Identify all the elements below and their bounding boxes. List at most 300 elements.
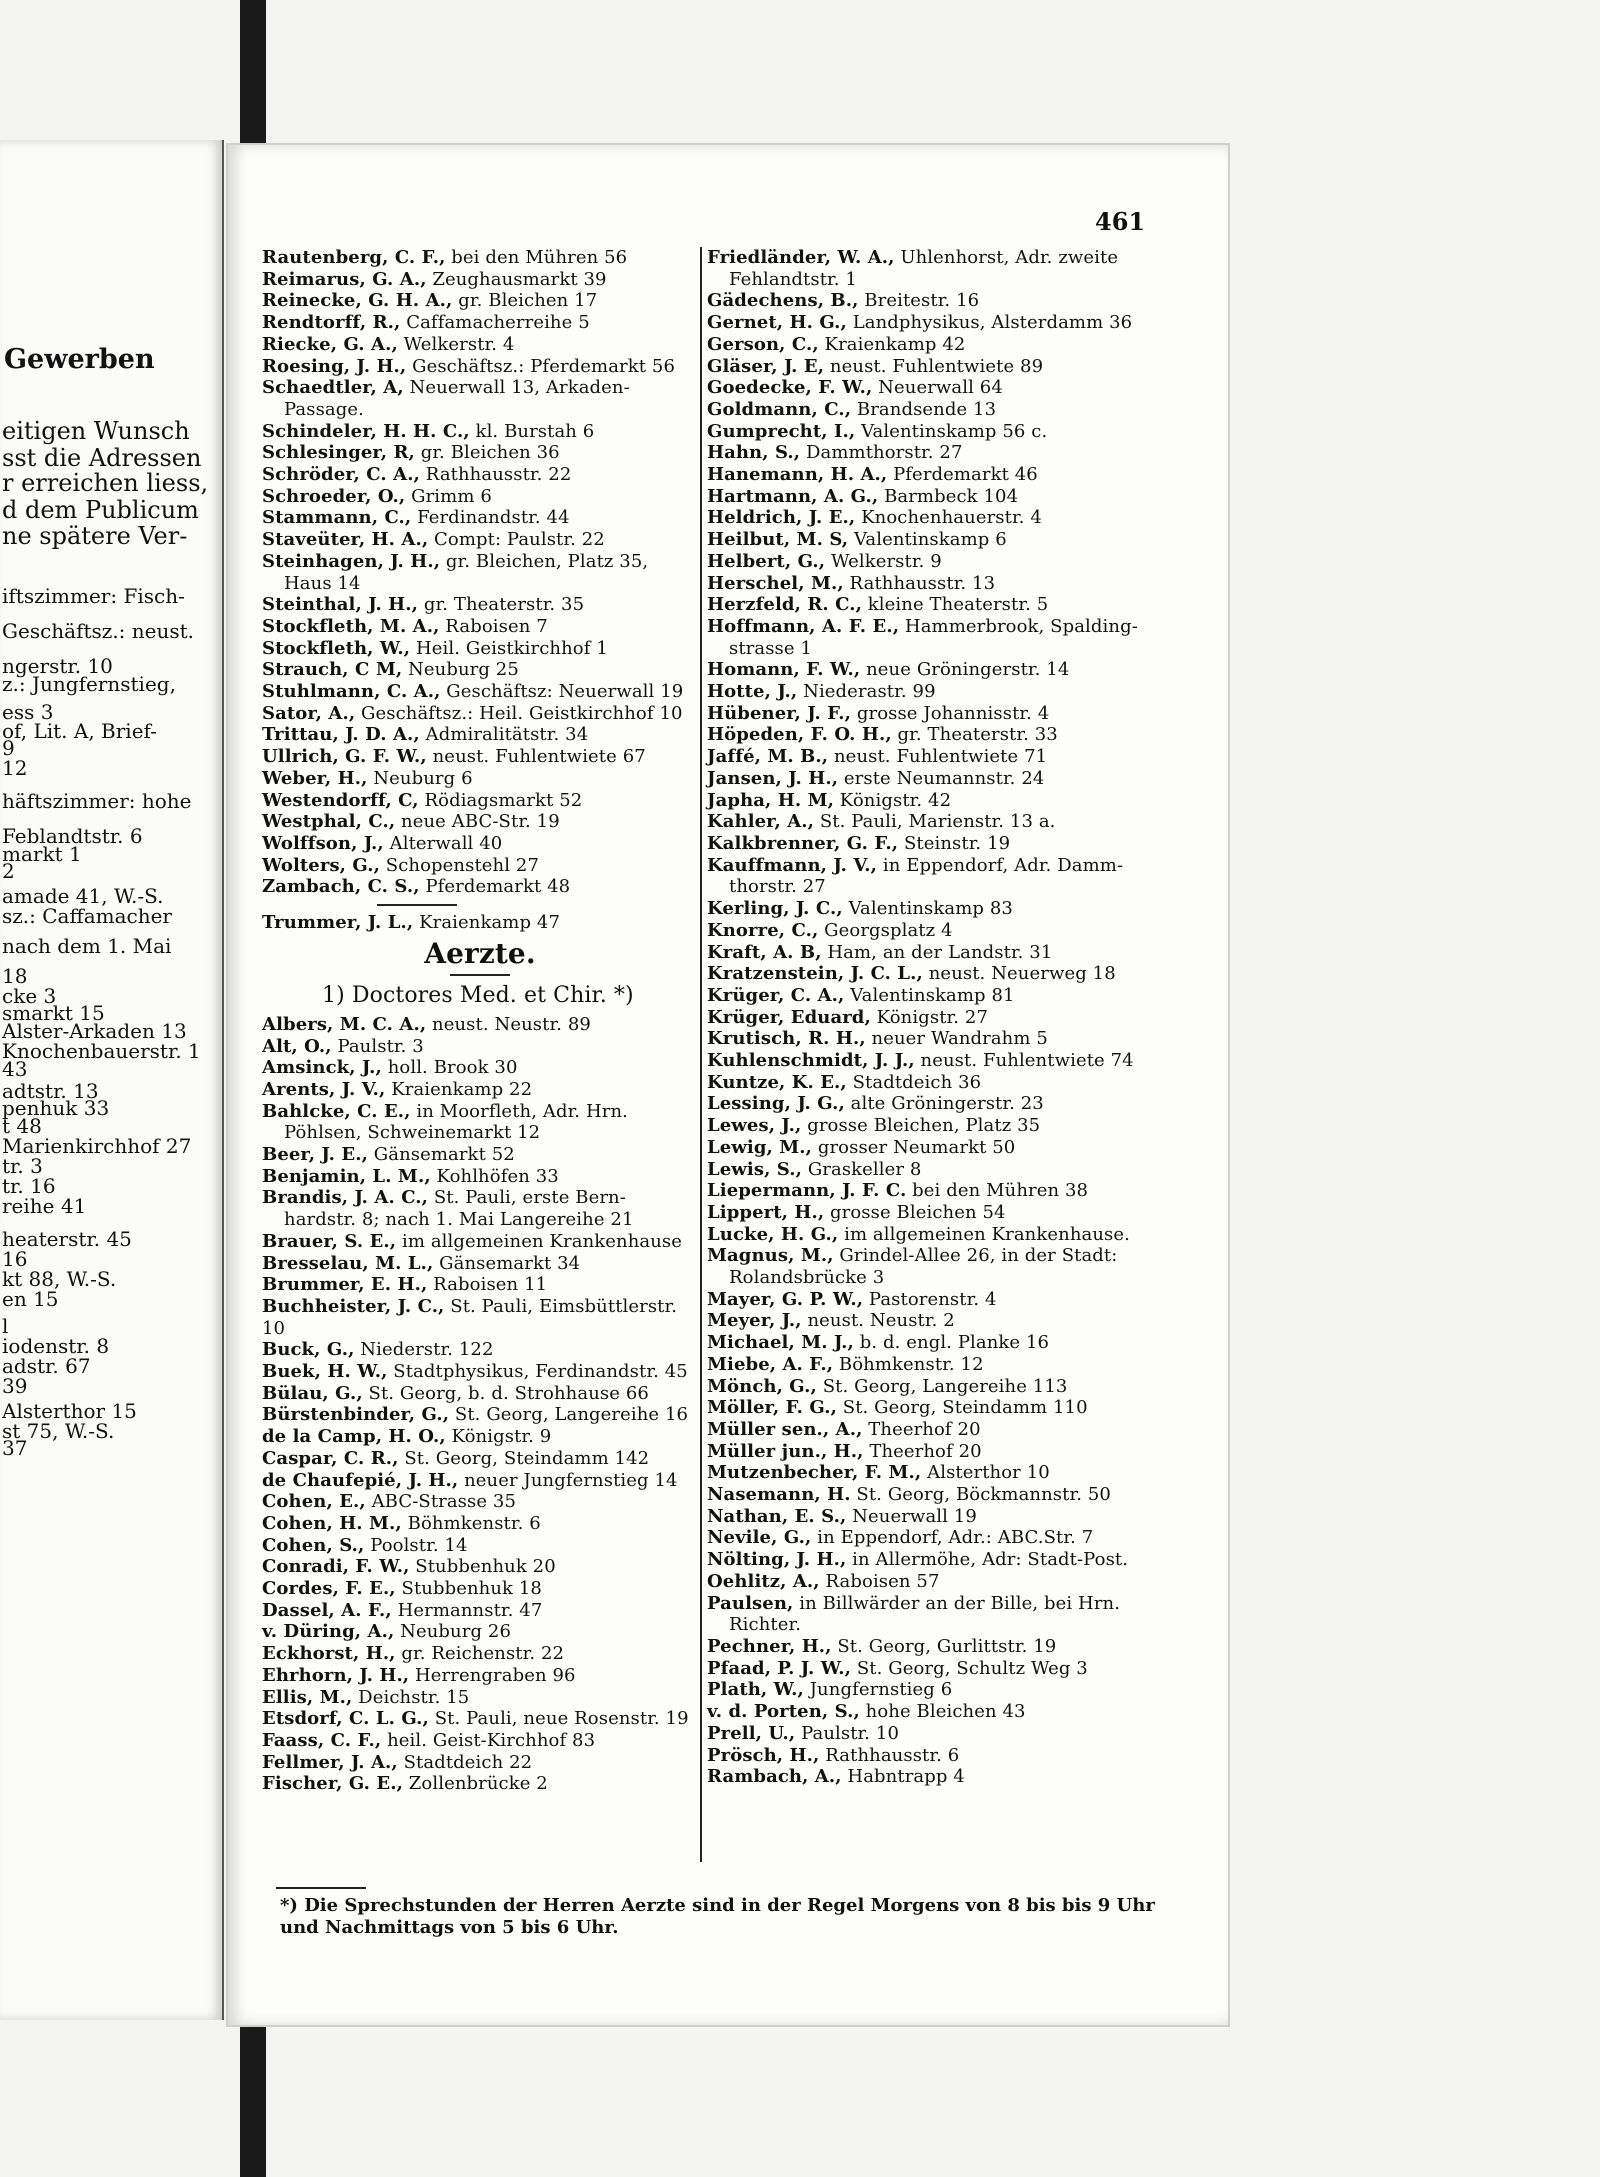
directory-entry bbox=[262, 1535, 698, 1557]
entry-address: Knochenhauerstr. 4 bbox=[855, 507, 1042, 529]
entry-name: Trittau, J. D. A., bbox=[262, 724, 420, 746]
directory-entry bbox=[707, 573, 1155, 595]
entry-name: Paulsen, bbox=[707, 1592, 794, 1614]
page-fragment-text: 2 bbox=[2, 859, 15, 883]
directory-entry bbox=[707, 833, 1155, 855]
directory-entry bbox=[707, 942, 1155, 964]
entry-name: Möller, F. G., bbox=[707, 1397, 837, 1419]
directory-entry bbox=[262, 269, 698, 291]
entry-address: Geschäftsz.: Heil. Geistkirchhof 10 bbox=[355, 702, 683, 724]
page-fragment-text: iftszimmer: Fisch- bbox=[2, 584, 185, 608]
directory-entry bbox=[262, 1643, 698, 1665]
entry-name: Plath, W., bbox=[707, 1679, 804, 1701]
entry-address: St. Georg, Böckmannstr. 50 bbox=[850, 1484, 1111, 1506]
directory-entry bbox=[262, 247, 698, 269]
entry-address: kleine Theaterstr. 5 bbox=[861, 594, 1049, 616]
entry-address: St. Georg, Steindamm 142 bbox=[398, 1447, 650, 1469]
entry-address: St. Georg, Langereihe 16 bbox=[449, 1404, 689, 1426]
directory-entry bbox=[262, 1166, 698, 1188]
directory-entry bbox=[707, 1593, 1155, 1615]
entry-name: Rambach, A., bbox=[707, 1766, 842, 1788]
directory-entry bbox=[707, 616, 1155, 638]
entry-address: Neuburg 25 bbox=[402, 659, 519, 681]
entry-continuation: Haus 14 bbox=[284, 572, 361, 594]
entry-address: Grimm 6 bbox=[405, 485, 492, 507]
entry-address: Breitestr. 16 bbox=[858, 290, 980, 312]
entry-address: Georgsplatz 4 bbox=[818, 919, 953, 941]
entry-address: Hermannstr. 47 bbox=[391, 1599, 543, 1621]
entry-address: Zollenbrücke 2 bbox=[402, 1773, 548, 1795]
directory-entry bbox=[707, 811, 1155, 833]
right-column bbox=[707, 247, 1155, 1788]
directory-entry bbox=[262, 1491, 698, 1513]
entry-address: St. Pauli, neue Rosenstr. 19 bbox=[428, 1708, 689, 1730]
entry-name: Heilbut, M. S, bbox=[707, 529, 849, 551]
entry-name: Albers, M. C. A., bbox=[262, 1013, 427, 1035]
directory-entry bbox=[262, 1556, 698, 1578]
entry-address: neust. Fuhlentwiete 89 bbox=[824, 355, 1044, 377]
entry-address: b. d. engl. Planke 16 bbox=[853, 1332, 1050, 1354]
previous-page-fragment bbox=[0, 140, 224, 2020]
entry-name: Höpeden, F. O. H., bbox=[707, 724, 892, 746]
entry-address: Zeughausmarkt 39 bbox=[426, 268, 607, 290]
entry-address: im allgemeinen Krankenhause. bbox=[838, 1223, 1130, 1245]
entry-name: Schaedtler, A, bbox=[262, 377, 404, 399]
entry-name: Mayer, G. P. W., bbox=[707, 1288, 864, 1310]
entry-address: gr. Bleichen 36 bbox=[414, 442, 560, 464]
entry-address: neuer Jungfernstieg 14 bbox=[458, 1469, 678, 1491]
entry-address: Kraienkamp 47 bbox=[413, 912, 561, 934]
entry-name: Stammann, C., bbox=[262, 507, 412, 529]
entry-address: Theerhof 20 bbox=[863, 1440, 982, 1462]
page-fragment-text: ne spätere Ver- bbox=[2, 522, 188, 550]
entry-name: Hanemann, H. A., bbox=[707, 464, 888, 486]
page-fragment-text: l bbox=[2, 1314, 9, 1338]
directory-entry bbox=[707, 1441, 1155, 1463]
directory-entry bbox=[262, 377, 698, 399]
page-fragment-text: 39 bbox=[2, 1374, 28, 1398]
entry-address: neust. Neuerweg 18 bbox=[922, 963, 1116, 985]
entry-address: kl. Burstah 6 bbox=[469, 420, 595, 442]
entry-address: Königstr. 9 bbox=[445, 1426, 552, 1448]
directory-entry bbox=[262, 1339, 698, 1361]
page-fragment-text: Marienkirchhof 27 bbox=[2, 1134, 192, 1158]
entry-name: Stuhlmann, C. A., bbox=[262, 681, 441, 703]
entry-name: Rautenberg, C. F., bbox=[262, 247, 446, 268]
entry-name: de la Camp, H. O., bbox=[262, 1426, 446, 1448]
entry-address: gr. Bleichen, Platz 35, bbox=[440, 550, 649, 572]
directory-entry bbox=[707, 421, 1155, 443]
entry-name: Ullrich, G. F. W., bbox=[262, 746, 427, 768]
single-entry bbox=[262, 912, 698, 934]
entry-name: Bülau, G., bbox=[262, 1382, 363, 1404]
entry-name: Faass, C. F., bbox=[262, 1730, 382, 1751]
page-fragment-text: nach dem 1. Mai bbox=[2, 934, 172, 958]
entry-address: Theerhof 20 bbox=[862, 1418, 981, 1440]
entry-name: Benjamin, L. M., bbox=[262, 1165, 431, 1187]
entry-name: Kuntze, K. E., bbox=[707, 1071, 847, 1093]
directory-entry bbox=[262, 486, 698, 508]
entry-name: Pechner, H., bbox=[707, 1636, 832, 1657]
entry-address: Niederstr. 122 bbox=[354, 1339, 494, 1361]
entry-address: grosse Bleichen, Platz 35 bbox=[801, 1115, 1041, 1137]
entry-name: Nölting, J. H., bbox=[707, 1549, 847, 1571]
directory-entry bbox=[262, 811, 698, 833]
entry-name: Kuhlenschmidt, J. J., bbox=[707, 1050, 915, 1072]
entry-address: Königstr. 42 bbox=[833, 789, 952, 811]
directory-entry bbox=[262, 724, 698, 746]
entry-address: neust. Fuhlentwiete 74 bbox=[914, 1050, 1134, 1072]
entry-name: Beer, J. E., bbox=[262, 1144, 368, 1166]
entry-address: Rathhausstr. 22 bbox=[419, 464, 572, 486]
entry-list-right bbox=[707, 247, 1155, 1788]
directory-entry bbox=[262, 1730, 698, 1752]
entry-address: Poolstr. 14 bbox=[364, 1534, 468, 1556]
directory-entry bbox=[707, 1354, 1155, 1376]
directory-entry bbox=[707, 1397, 1155, 1419]
page-fragment-text: t 48 bbox=[2, 1114, 42, 1138]
entry-address: Geschäftsz: Neuerwall 19 bbox=[440, 681, 684, 703]
directory-entry bbox=[262, 768, 698, 790]
entry-address: ABC-Strasse 35 bbox=[365, 1491, 517, 1513]
directory-entry bbox=[262, 1253, 698, 1275]
directory-entry bbox=[262, 1079, 698, 1101]
directory-entry bbox=[262, 746, 698, 768]
section-heading: Aerzte. bbox=[424, 936, 536, 970]
entry-address: neust. Neustr. 2 bbox=[801, 1310, 955, 1332]
entry-address: Grindel-Allee 26, in der Stadt: bbox=[833, 1245, 1118, 1267]
entry-address: Valentinskamp 81 bbox=[844, 984, 1015, 1006]
entry-name: Caspar, C. R., bbox=[262, 1447, 399, 1469]
entry-name: Westphal, C., bbox=[262, 811, 396, 833]
entry-name: Herzfeld, R. C., bbox=[707, 594, 862, 616]
entry-address: Landphysikus, Alsterdamm 36 bbox=[846, 312, 1133, 334]
directory-entry bbox=[262, 1187, 698, 1209]
page-fragment-text: adstr. 67 bbox=[2, 1354, 91, 1378]
entry-name: Bahlcke, C. E., bbox=[262, 1100, 411, 1122]
directory-entry bbox=[262, 1621, 698, 1643]
entry-address: erste Neumannstr. 24 bbox=[838, 767, 1045, 789]
entry-name: Weber, H., bbox=[262, 767, 368, 789]
entry-name: Etsdorf, C. L. G., bbox=[262, 1708, 429, 1730]
entry-name: Mönch, G., bbox=[707, 1375, 817, 1397]
directory-entry bbox=[262, 1296, 698, 1339]
entry-continuation: Pöhlsen, Schweinemarkt 12 bbox=[284, 1122, 541, 1144]
entry-name: Alt, O., bbox=[262, 1035, 332, 1057]
page-fragment-text: ess 3 bbox=[2, 700, 54, 724]
page-fragment-text: sz.: Caffamacher bbox=[2, 904, 172, 928]
directory-entry bbox=[262, 356, 698, 378]
entry-address: Hammerbrook, Spalding- bbox=[899, 615, 1138, 637]
entry-name: Schroeder, O., bbox=[262, 485, 406, 507]
entry-name: Nevile, G., bbox=[707, 1527, 812, 1549]
directory-entry bbox=[707, 1093, 1155, 1115]
entry-address: Deichstr. 15 bbox=[352, 1686, 470, 1708]
entry-address: Barmbeck 104 bbox=[878, 485, 1019, 507]
entry-name: Steinhagen, J. H., bbox=[262, 550, 441, 572]
entry-name: Roesing, J. H., bbox=[262, 355, 407, 377]
page-fragment-text: of, Lit. A, Brief- bbox=[2, 719, 157, 743]
page-fragment-text: markt 1 bbox=[2, 842, 82, 866]
entry-address: grosse Bleichen 54 bbox=[824, 1201, 1006, 1223]
entry-name: Stockfleth, W., bbox=[262, 637, 411, 659]
column-divider bbox=[700, 247, 702, 1862]
directory-entry bbox=[707, 1180, 1155, 1202]
page-fragment-text: r erreichen liess, bbox=[2, 469, 209, 497]
directory-entry bbox=[262, 464, 698, 486]
page-fragment-text: reihe 41 bbox=[2, 1194, 87, 1218]
entry-address: hohe Bleichen 43 bbox=[859, 1701, 1026, 1723]
directory-entry bbox=[707, 1115, 1155, 1137]
directory-entry bbox=[707, 681, 1155, 703]
entry-address: Raboisen 57 bbox=[819, 1570, 940, 1592]
page-fragment-text: amade 41, W.-S. bbox=[2, 884, 164, 908]
directory-entry bbox=[262, 1036, 698, 1058]
page-fragment-text: st 75, W.-S. bbox=[2, 1419, 115, 1443]
entry-name: Staveüter, H. A., bbox=[262, 529, 429, 551]
entry-name: Mutzenbecher, F. M., bbox=[707, 1462, 922, 1484]
entry-address: Rathhausstr. 6 bbox=[819, 1744, 960, 1766]
directory-entry bbox=[262, 1101, 698, 1123]
page-fragment-text: kt 88, W.-S. bbox=[2, 1267, 117, 1291]
entry-address: St. Pauli, Marienstr. 13 a. bbox=[814, 811, 1056, 833]
entry-name: Fischer, G. E., bbox=[262, 1773, 403, 1795]
entry-name: Buck, G., bbox=[262, 1339, 355, 1361]
entry-name: Nathan, E. S., bbox=[707, 1505, 847, 1527]
directory-entry bbox=[262, 1383, 698, 1405]
entry-address: Welkerstr. 4 bbox=[397, 333, 515, 355]
entry-address: Kraienkamp 42 bbox=[818, 333, 966, 355]
directory-entry bbox=[707, 377, 1155, 399]
entry-address: Valentinskamp 6 bbox=[848, 529, 1007, 551]
page-fragment-text: penhuk 33 bbox=[2, 1096, 110, 1120]
entry-name: Cordes, F. E., bbox=[262, 1578, 396, 1600]
entry-address: St. Georg, b. d. Strohhause 66 bbox=[362, 1382, 649, 1404]
entry-address: Pastorenstr. 4 bbox=[863, 1288, 997, 1310]
directory-entry bbox=[707, 659, 1155, 681]
entry-address: Compt: Paulstr. 22 bbox=[428, 529, 605, 551]
directory-entry bbox=[707, 1701, 1155, 1723]
directory-entry bbox=[262, 1752, 698, 1774]
entry-name: Goldmann, C., bbox=[707, 398, 852, 420]
directory-entry bbox=[262, 551, 698, 573]
entry-address: bei den Mühren 56 bbox=[445, 247, 628, 268]
entry-name: Stockfleth, M. A., bbox=[262, 615, 440, 637]
page-fragment-text: sst die Adressen bbox=[2, 444, 202, 472]
entry-name: Conradi, F. W., bbox=[262, 1556, 410, 1578]
entry-name: Reinecke, G. H. A., bbox=[262, 290, 453, 312]
directory-entry bbox=[707, 703, 1155, 725]
entry-name: Steinthal, J. H., bbox=[262, 594, 419, 616]
directory-entry bbox=[707, 1159, 1155, 1181]
directory-entry bbox=[707, 247, 1155, 269]
entry-address: St. Georg, Langereihe 113 bbox=[816, 1375, 1068, 1397]
entry-name: Müller sen., A., bbox=[707, 1418, 863, 1440]
directory-entry bbox=[707, 312, 1155, 334]
entry-address: gr. Reichenstr. 22 bbox=[395, 1643, 565, 1665]
directory-entry bbox=[262, 1144, 698, 1166]
entry-address: Rathhausstr. 13 bbox=[843, 572, 996, 594]
entry-name: Lippert, H., bbox=[707, 1201, 825, 1223]
entry-address: in Eppendorf, Adr. Damm- bbox=[877, 854, 1124, 876]
page-fragment-text: Alster-Arkaden 13 bbox=[2, 1019, 187, 1043]
directory-entry bbox=[262, 681, 698, 703]
directory-entry bbox=[262, 703, 698, 725]
directory-entry bbox=[707, 1072, 1155, 1094]
entry-address: Alsterthor 10 bbox=[921, 1462, 1050, 1484]
page-fragment-text: ngerstr. 10 bbox=[2, 654, 113, 678]
directory-entry bbox=[707, 1028, 1155, 1050]
page-fragment-text: eitigen Wunsch bbox=[2, 417, 190, 445]
heading-underline bbox=[450, 974, 510, 976]
directory-entry bbox=[262, 442, 698, 464]
entry-name: Lessing, J. G., bbox=[707, 1093, 845, 1115]
entry-address: Neuburg 26 bbox=[394, 1621, 511, 1643]
directory-entry bbox=[262, 290, 698, 312]
entry-address: im allgemeinen Krankenhause bbox=[396, 1230, 683, 1252]
entry-name: Knorre, C., bbox=[707, 919, 819, 941]
entry-name: Buek, H. W., bbox=[262, 1361, 388, 1383]
entry-address: Kohlhöfen 33 bbox=[430, 1165, 559, 1187]
entry-name: Arents, J. V., bbox=[262, 1078, 386, 1100]
directory-entry bbox=[262, 594, 698, 616]
entry-address: neuer Wandrahm 5 bbox=[865, 1028, 1048, 1050]
entry-name: Kraft, A. B, bbox=[707, 941, 822, 963]
entry-name: Magnus, M., bbox=[707, 1245, 834, 1267]
directory-entry bbox=[707, 486, 1155, 508]
entry-name: Herschel, M., bbox=[707, 572, 844, 594]
entry-address: holl. Brook 30 bbox=[381, 1057, 518, 1079]
entry-name: Michael, M. J., bbox=[707, 1332, 854, 1354]
entry-address: in Eppendorf, Adr.: ABC.Str. 7 bbox=[811, 1527, 1094, 1549]
page-fragment-text: smarkt 15 bbox=[2, 1001, 105, 1025]
directory-entry bbox=[707, 1766, 1155, 1788]
directory-entry bbox=[262, 1578, 698, 1600]
directory-entry bbox=[707, 1289, 1155, 1311]
entry-continuation: Fehlandtstr. 1 bbox=[729, 268, 857, 290]
page-fragment-text: 43 bbox=[2, 1057, 28, 1081]
entry-name: Friedländer, W. A., bbox=[707, 247, 895, 268]
entry-name: Reimarus, G. A., bbox=[262, 268, 427, 290]
entry-continuation: hardstr. 8; nach 1. Mai Langereihe 21 bbox=[284, 1209, 634, 1231]
entry-address: Niederastr. 99 bbox=[797, 681, 936, 703]
entry-continuation: strasse 1 bbox=[729, 637, 813, 659]
page-fragment-text: tr. 3 bbox=[2, 1154, 43, 1178]
entry-address: Paulstr. 3 bbox=[331, 1035, 424, 1057]
directory-entry bbox=[707, 790, 1155, 812]
entry-name: Lewig, M., bbox=[707, 1136, 813, 1158]
entry-address: Brandsende 13 bbox=[851, 398, 997, 420]
entry-address: Steinstr. 19 bbox=[898, 832, 1011, 854]
entry-name: Miebe, A. F., bbox=[707, 1353, 834, 1375]
entry-name: Gläser, J. E, bbox=[707, 355, 825, 377]
page-fragment-text: 16 bbox=[2, 1247, 28, 1271]
entry-name: Ehrhorn, J. H., bbox=[262, 1664, 410, 1686]
directory-entry bbox=[707, 594, 1155, 616]
entry-name: Müller jun., H., bbox=[707, 1440, 864, 1462]
entry-address: gr. Theaterstr. 33 bbox=[891, 724, 1058, 746]
entry-name: Bresselau, M. L., bbox=[262, 1252, 434, 1274]
page-fragment-text: adtstr. 13 bbox=[2, 1079, 99, 1103]
directory-entry bbox=[262, 1274, 698, 1296]
entry-name: Hübener, J. F., bbox=[707, 702, 852, 724]
entry-address: Caffamacherreihe 5 bbox=[400, 312, 590, 334]
entry-address: Neuerwall 19 bbox=[846, 1505, 977, 1527]
entry-name: Wolffson, J., bbox=[262, 832, 384, 854]
page-fragment-text: 12 bbox=[2, 756, 28, 780]
entry-address: Ham, an der Landstr. 31 bbox=[821, 941, 1053, 963]
directory-entry bbox=[262, 1448, 698, 1470]
directory-entry bbox=[262, 1057, 698, 1079]
entry-name: Amsinck, J., bbox=[262, 1057, 382, 1079]
directory-entry bbox=[262, 1404, 698, 1426]
entry-continuation: Passage. bbox=[284, 398, 364, 420]
entry-address: Böhmkenstr. 12 bbox=[833, 1353, 984, 1375]
entry-name: Cohen, H. M., bbox=[262, 1512, 402, 1534]
entry-continuation: Richter. bbox=[729, 1614, 802, 1636]
directory-entry bbox=[707, 1658, 1155, 1680]
directory-entry bbox=[262, 876, 698, 898]
page-fragment-text: 9 bbox=[2, 736, 15, 760]
entry-address: Herrengraben 96 bbox=[409, 1664, 576, 1686]
entry-address: grosser Neumarkt 50 bbox=[812, 1136, 1016, 1158]
page-fragment-text: tr. 16 bbox=[2, 1174, 56, 1198]
entry-address: Gänsemarkt 34 bbox=[433, 1252, 581, 1274]
page-fragment-text: 18 bbox=[2, 964, 28, 988]
entry-name: Helbert, G., bbox=[707, 550, 826, 572]
directory-entry bbox=[262, 638, 698, 660]
entry-name: Krüger, C. A., bbox=[707, 984, 845, 1006]
page-fragment-text: en 15 bbox=[2, 1287, 59, 1311]
directory-entry bbox=[262, 334, 698, 356]
entry-name: Trummer, J. L., bbox=[262, 912, 414, 934]
entry-name: Buchheister, J. C., bbox=[262, 1295, 445, 1317]
directory-entry bbox=[707, 963, 1155, 985]
entry-name: Prell, U., bbox=[707, 1722, 796, 1744]
entry-address: Jungfernstieg 6 bbox=[803, 1679, 953, 1701]
directory-entry bbox=[707, 1484, 1155, 1506]
entry-address: Dammthorstr. 27 bbox=[800, 442, 963, 464]
page-fragment-text: iodenstr. 8 bbox=[2, 1334, 110, 1358]
directory-entry bbox=[707, 464, 1155, 486]
directory-entry bbox=[262, 1513, 698, 1535]
separator-rule bbox=[377, 904, 457, 906]
entry-address: Pferdemarkt 48 bbox=[419, 876, 571, 898]
entry-address: Ferdinandstr. 44 bbox=[411, 507, 570, 529]
entry-name: Hahn, S., bbox=[707, 442, 801, 464]
entry-address: Schopenstehl 27 bbox=[379, 854, 540, 876]
entry-address: Alterwall 40 bbox=[383, 832, 503, 854]
entry-name: Wolters, G., bbox=[262, 854, 380, 876]
entry-name: Hartmann, A. G., bbox=[707, 485, 879, 507]
entry-address: Welkerstr. 9 bbox=[825, 550, 942, 572]
directory-entry bbox=[262, 507, 698, 529]
entry-continuation: Rolandsbrücke 3 bbox=[729, 1267, 885, 1289]
directory-entry bbox=[262, 1470, 698, 1492]
entry-address: Uhlenhorst, Adr. zweite bbox=[894, 247, 1119, 268]
entry-name: Brummer, E. H., bbox=[262, 1274, 428, 1296]
directory-entry bbox=[707, 551, 1155, 573]
directory-entry bbox=[707, 1571, 1155, 1593]
entry-name: Lewis, S., bbox=[707, 1158, 802, 1180]
directory-entry bbox=[262, 855, 698, 877]
directory-entry bbox=[707, 1506, 1155, 1528]
entry-name: Pfaad, P. J. W., bbox=[707, 1657, 852, 1679]
entry-name: v. Düring, A., bbox=[262, 1621, 395, 1643]
entry-name: Krutisch, R. H., bbox=[707, 1028, 866, 1050]
footnote-rule bbox=[276, 1887, 366, 1889]
entry-address: gr. Bleichen 17 bbox=[452, 290, 598, 312]
